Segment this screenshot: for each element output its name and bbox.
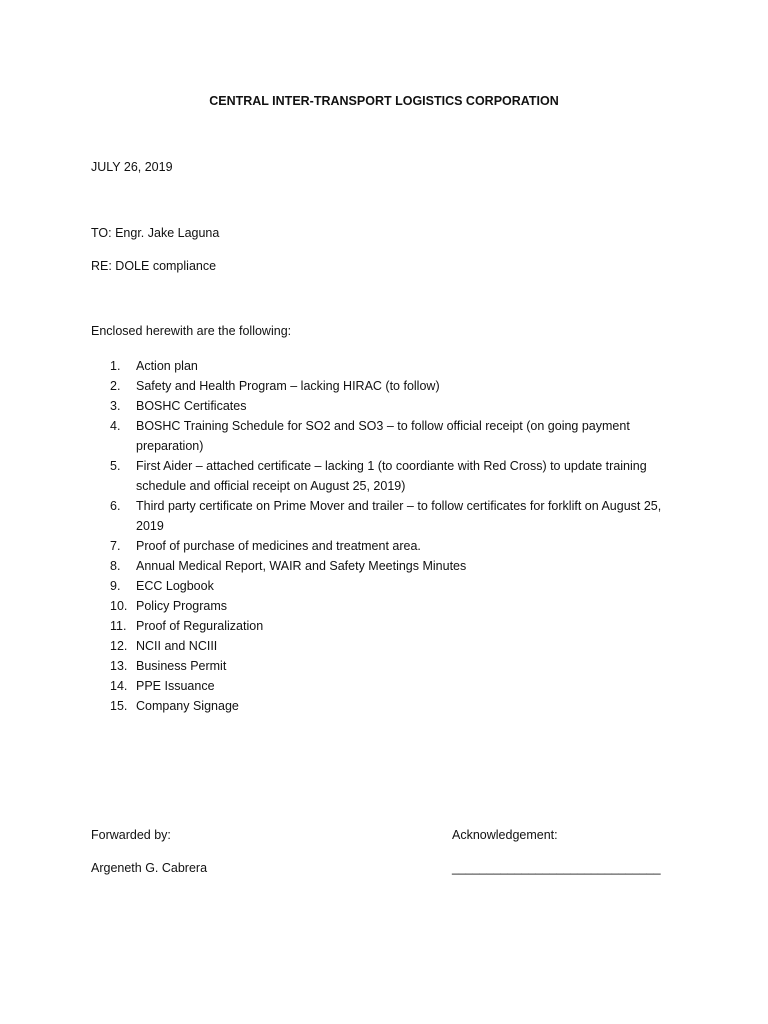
subject-line: RE: DOLE compliance [91,259,217,273]
list-item [91,536,681,556]
list-item-text: ECC Logbook [136,579,214,593]
list-item-number: 5. [110,459,121,473]
list-item-number: 11. [110,619,127,633]
list-item-number: 10. [110,599,128,613]
list-item-text: Safety and Health Program – lacking HIRAC (to follow) [136,379,440,393]
list-item [91,356,681,376]
list-item-number: 12. [110,639,128,653]
acknowledgement-label: Acknowledgement: [452,828,558,842]
list-item-text: Third party certificate on Prime Mover and trailer – to follow certificates for forklift on August 25, 2019 [136,499,662,533]
list-item-text: Proof of Reguralization [136,619,264,633]
list-item-number: 6. [110,499,121,513]
enclosures-list [91,356,681,716]
list-item-text: Policy Programs [136,599,227,613]
list-item [91,676,681,696]
list-item-text: PPE Issuance [136,679,215,693]
list-item-number: 2. [110,379,121,393]
list-item-number: 7. [110,539,121,553]
list-item [91,656,681,676]
acknowledgement-signature-line: ______________________________ [452,861,661,875]
list-item-number: 15. [110,699,128,713]
forwarded-by-name: Argeneth G. Cabrera [91,861,208,875]
list-item-text: Action plan [136,359,198,373]
list-item-number: 3. [110,399,121,413]
list-item [91,456,681,496]
list-item-text: Business Permit [136,659,227,673]
list-item-text: Annual Medical Report, WAIR and Safety Meetings Minutes [136,559,467,573]
enclosures-intro: Enclosed herewith are the following: [91,324,292,338]
list-item [91,636,681,656]
recipient-line: TO: Engr. Jake Laguna [91,226,220,240]
list-item [91,496,681,536]
list-item-number: 13. [110,659,128,673]
letter-date: JULY 26, 2019 [91,160,173,174]
list-item-text: NCII and NCIII [136,639,218,653]
list-item-number: 8. [110,559,121,573]
list-item-number: 14. [110,679,128,693]
list-item [91,596,681,616]
list-item-number: 4. [110,419,121,433]
list-item-text: Company Signage [136,699,239,713]
forwarded-by-label: Forwarded by: [91,828,171,842]
list-item-number: 1. [110,359,121,373]
list-item-number: 9. [110,579,121,593]
list-item [91,396,681,416]
list-item [91,696,681,716]
list-item-text: BOSHC Certificates [136,399,247,413]
list-item [91,616,681,636]
list-item-text: BOSHC Training Schedule for SO2 and SO3 – to follow official receipt (on going payment preparation) [136,419,630,453]
list-item-text: First Aider – attached certificate – lacking 1 (to coordiante with Red Cross) to update training schedule and official receipt on August 25, 2019) [136,459,647,493]
company-name: CENTRAL INTER-TRANSPORT LOGISTICS CORPORATION [209,94,559,108]
list-item-text: Proof of purchase of medicines and treatment area. [136,539,421,553]
list-item [91,376,681,396]
list-item [91,416,681,456]
list-item [91,576,681,596]
list-item [91,556,681,576]
